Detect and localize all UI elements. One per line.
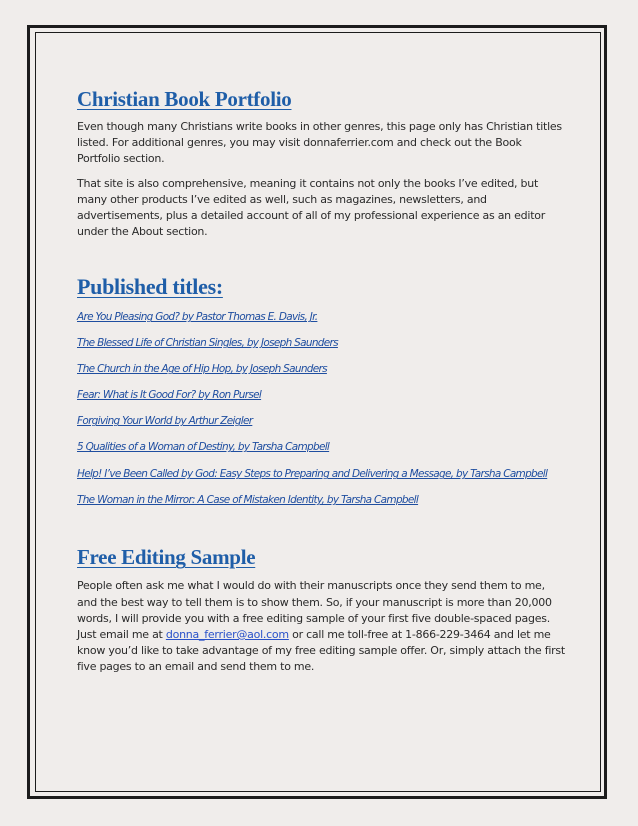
title-link-pleasing-god[interactable]: Are You Pleasing God? by Pastor Thomas E. Davis, Jr. <box>77 311 318 324</box>
title-link-forgiving-your-world[interactable]: Forgiving Your World by Arthur Zeigler <box>77 415 253 428</box>
title-link-woman-in-mirror[interactable]: The Woman in the Mirror: A Case of Mistaken Identity, by Tarsha Campbell <box>77 494 419 507</box>
title-link-5-qualities[interactable]: 5 Qualities of a Woman of Destiny, by Tarsha Campbell <box>77 441 330 454</box>
editing-text-after-email: or call me toll-free at 1-866-229-3464 and let me know you’d like to take advantage of my free editing sample offer. Or, simply attach the first five pages to an email and send them to me. <box>77 628 565 674</box>
title-link-church-hip-hop[interactable]: The Church in the Age of Hip Hop, by Joseph Saunders <box>77 363 327 376</box>
title-link-help-called[interactable]: Help! I’ve Been Called by God: Easy Steps to Preparing and Delivering a Message, by Tarsha Campbell <box>77 468 548 481</box>
document-content <box>77 82 565 676</box>
editing-text-before-email: People often ask me what I would do with their manuscripts once they send them to me, and the best way to tell them is to show them. So, if your manuscript is more than 20,000 words, I will provide you with a free editing sample of your first five double-spaced pages. Just email me at <box>77 579 552 642</box>
title-link-fear[interactable]: Fear: What is It Good For? by Ron Pursel <box>77 389 262 402</box>
portfolio-heading: Christian Book Portfolio <box>77 87 292 111</box>
published-titles-list <box>77 309 565 508</box>
email-link[interactable]: donna_ferrier@aol.com <box>165 628 289 642</box>
site-description-paragraph: That site is also comprehensive, meaning it contains not only the books I’ve edited, but many other products I’ve edited as well, such as magazines, newsletters, and advertisements, plus a detailed account of all of my professional experience as an editor under the About section. <box>77 176 546 239</box>
editing-sample-paragraph <box>77 578 565 675</box>
title-link-blessed-life[interactable]: The Blessed Life of Christian Singles, by Joseph Saunders <box>77 337 338 350</box>
published-titles-heading: Published titles: <box>77 274 223 300</box>
free-editing-heading: Free Editing Sample <box>77 545 256 570</box>
intro-paragraph: Even though many Christians write books in other genres, this page only has Christian titles listed. For additional genres, you may visit donnaferrier.com and check out the Book Portfolio section. <box>77 120 562 166</box>
